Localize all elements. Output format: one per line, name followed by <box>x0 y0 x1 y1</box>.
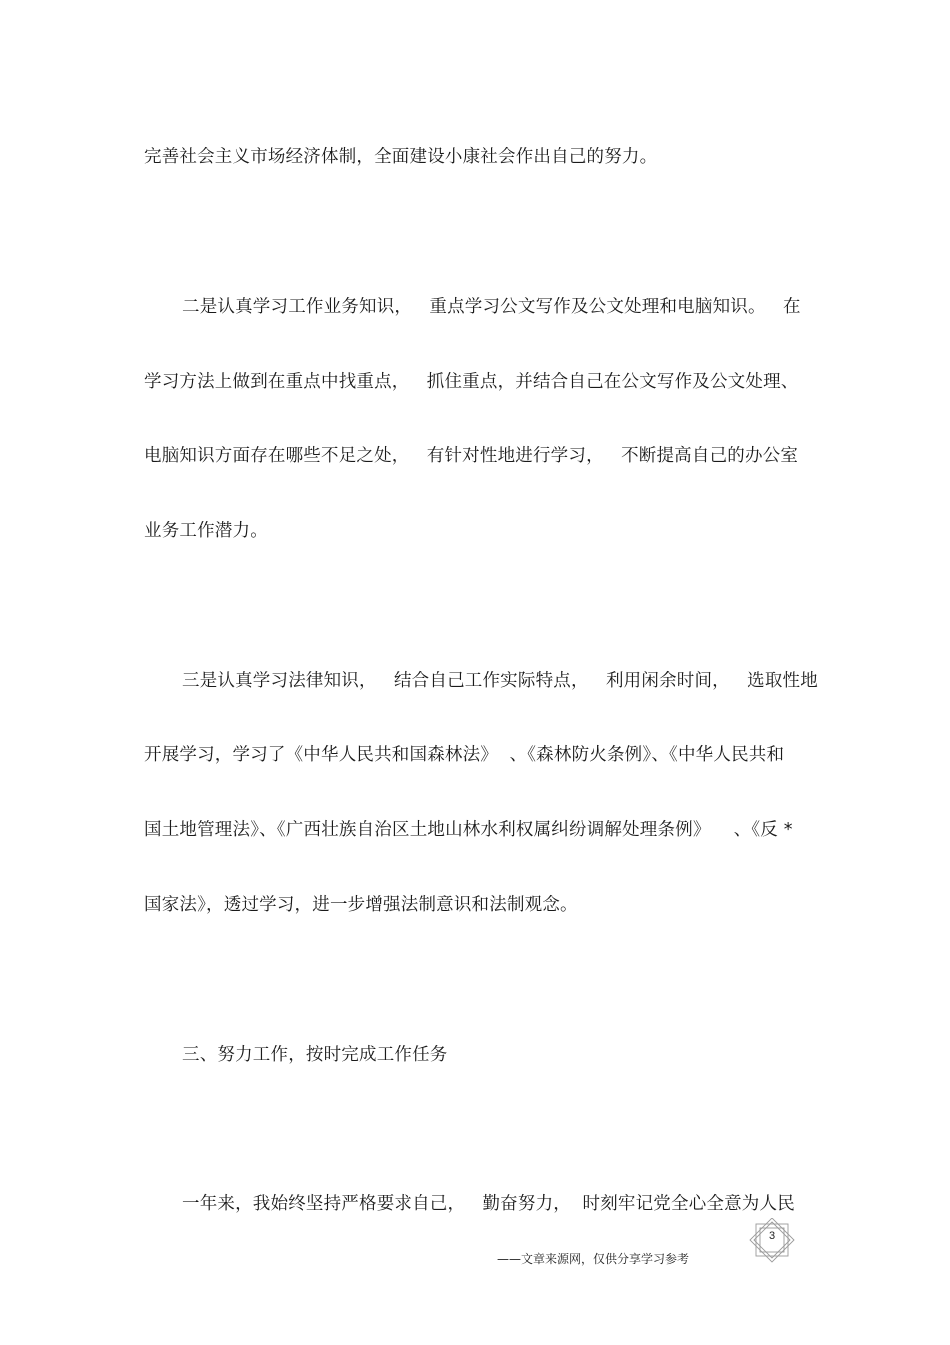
footer-source-note: ——文章来源网，仅供分享学习参考 <box>497 1252 690 1266</box>
paragraph-line-7: 开展学习，学习了《中华人民共和国森林法》 、《森林防火条例》、《中华人民共和 <box>144 745 785 765</box>
paragraph-line-1: 完善社会主义市场经济体制，全面建设小康社会作出自己的努力。 <box>144 147 658 167</box>
paragraph-line-8: 国土地管理法》、《广西壮族自治区土地山林水利权属纠纷调解处理条例》 、《反 * <box>144 820 793 840</box>
paragraph-line-3: 学习方法上做到在重点中找重点， 抓住重点，并结合自己在公文写作及公文处理、 <box>144 372 799 392</box>
paragraph-line-5: 业务工作潜力。 <box>144 521 268 541</box>
paragraph-line-9: 国家法》，透过学习，进一步增强法制意识和法制观念。 <box>144 895 578 915</box>
paragraph-line-6: 三是认真学习法律知识， 结合自己工作实际特点， 利用闲余时间， 选取性地 <box>182 671 818 691</box>
paragraph-line-4: 电脑知识方面存在哪些不足之处， 有针对性地进行学习， 不断提高自己的办公室 <box>144 446 799 466</box>
paragraph-line-11: 一年来，我始终坚持严格要求自己， 勤奋努力， 时刻牢记党全心全意为人民 <box>182 1194 795 1214</box>
paragraph-line-2: 二是认真学习工作业务知识， 重点学习公文写作及公文处理和电脑知识。 在 <box>182 297 801 317</box>
page-number: 3 <box>768 1230 776 1242</box>
section-heading: 三、努力工作，按时完成工作任务 <box>182 1045 448 1065</box>
page-number-badge <box>746 1218 798 1264</box>
